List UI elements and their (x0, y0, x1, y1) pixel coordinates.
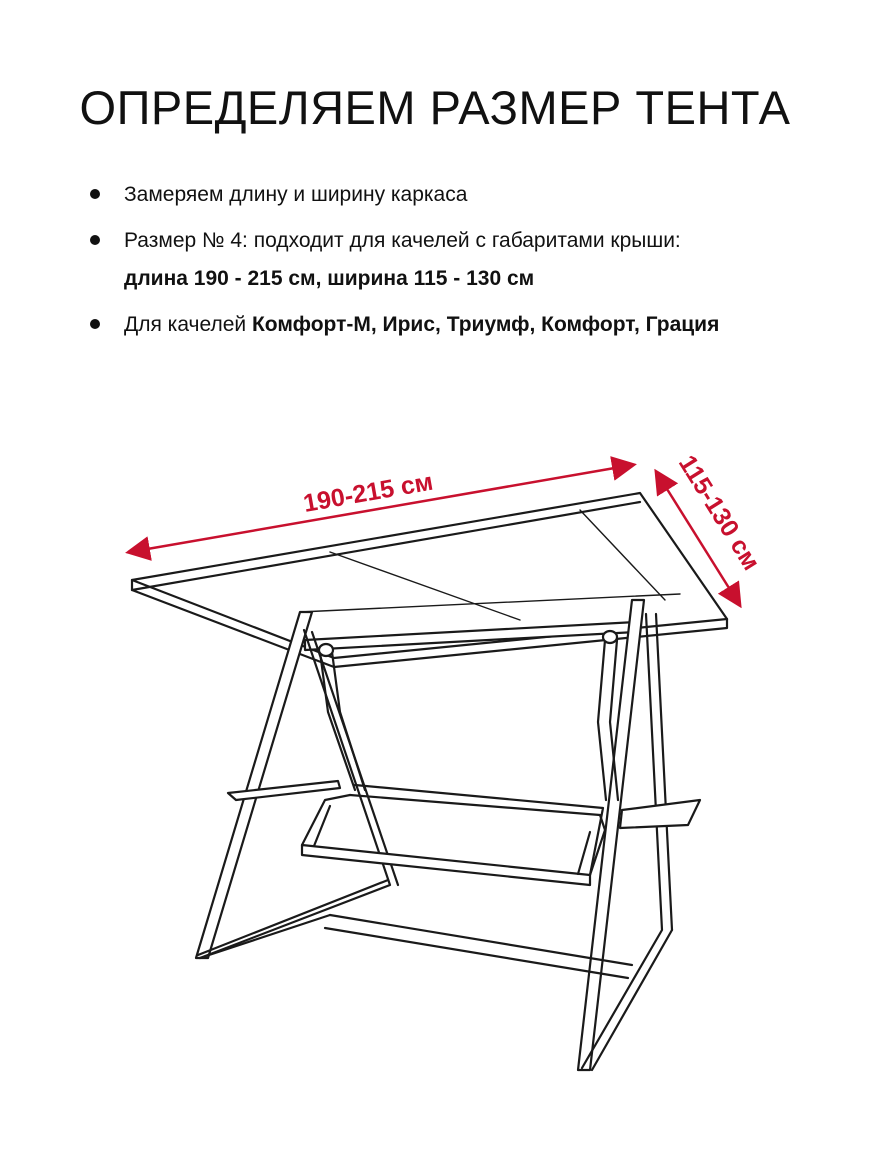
info-list (88, 176, 808, 352)
bullet-icon (90, 319, 100, 329)
list-item (88, 176, 808, 214)
swing-frame (132, 493, 727, 1070)
list-item (88, 222, 808, 298)
bullet-text: Размер № 4: подходит для качелей с габаритами крыши: (124, 229, 681, 252)
swing-seat (302, 845, 590, 885)
list-item (88, 306, 808, 344)
bullet-bold-text: Комфорт-М, Ирис, Триумф, Комфорт, Грация (251, 313, 720, 336)
bullet-icon (90, 235, 100, 245)
right-frame (578, 600, 644, 1070)
length-label: 190-215 см (301, 467, 436, 518)
width-label: 115-130 см (672, 450, 766, 576)
left-side-table (228, 781, 340, 800)
right-side-table (620, 800, 700, 828)
bullet-icon (90, 189, 100, 199)
bullet-text: Для качелей (124, 313, 252, 336)
swing-diagram (0, 430, 870, 1130)
page-title: ОПРЕДЕЛЯЕМ РАЗМЕР ТЕНТА (79, 81, 791, 134)
bullet-text: Замеряем длину и ширину каркаса (124, 183, 468, 206)
bullet-bold-text: длина 190 - 215 см, ширина 115 - 130 см (124, 267, 535, 290)
